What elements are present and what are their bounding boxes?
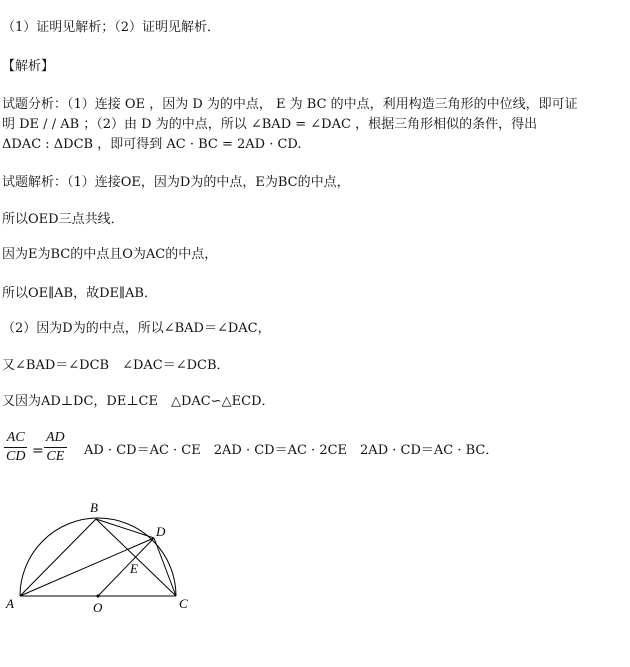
segment-ab [20,519,96,596]
point-o [97,595,100,598]
fraction-numerator: AC [6,430,25,445]
analysis-text-1: （1）连接 OE ，因为 D 为的中点， E 为 BC 的中点，利用构造三角形的中位线，即可证 [67,97,578,112]
solution-line-2: 所以OED三点共线． [2,212,124,227]
label-a: A [6,596,14,611]
fraction-denominator: CE [46,449,65,464]
semicircle-arc [20,518,176,596]
answer-line: （1）证明见解析；（2）证明见解析． [2,20,221,35]
label-d: D [156,524,166,539]
segment-dc [154,538,176,596]
segment-bd [96,519,154,538]
fraction-numerator: AD [46,430,65,445]
label-c: C [179,596,188,611]
fraction-equals: = [32,443,44,459]
analysis-line-2: 明 DE / / AB ；（2）由 D 为的中点，所以 ∠BAD = ∠DAC ，根据三角形相似的条件，得出 [2,117,538,132]
label-e: E [130,561,138,576]
solution-line-3: 因为E为BC的中点且O为AC的中点， [2,247,218,262]
solution-line-8: AD · CD＝AC · CE 2AD · CD＝AC · 2CE 2AD · CD＝AC · BC． [84,443,499,458]
solution-line-4: 所以OE∥AB，故DE∥AB． [2,286,157,301]
solution-line-6: 又∠BAD＝∠DCB ∠DAC＝∠DCB． [2,358,230,373]
label-o: O [93,600,103,615]
solution-line-5: （2）因为D为的中点，所以∠BAD＝∠DAC， [2,321,271,336]
solution-line-7: 又因为AD⊥DC，DE⊥CE △DAC∽△ECD． [2,394,275,409]
analysis-label: 试题分析： [2,97,68,112]
label-b: B [90,500,98,515]
fraction-denominator: CD [6,449,26,464]
solution-line-1: 试题解析：（1）连接OE，因为D为的中点，E为BC的中点， [2,175,350,190]
section-heading: 【解析】 [2,59,55,74]
analysis-line-3: ΔDAC : ΔDCB ，即可得到 AC · BC = 2AD · CD. [2,137,302,152]
